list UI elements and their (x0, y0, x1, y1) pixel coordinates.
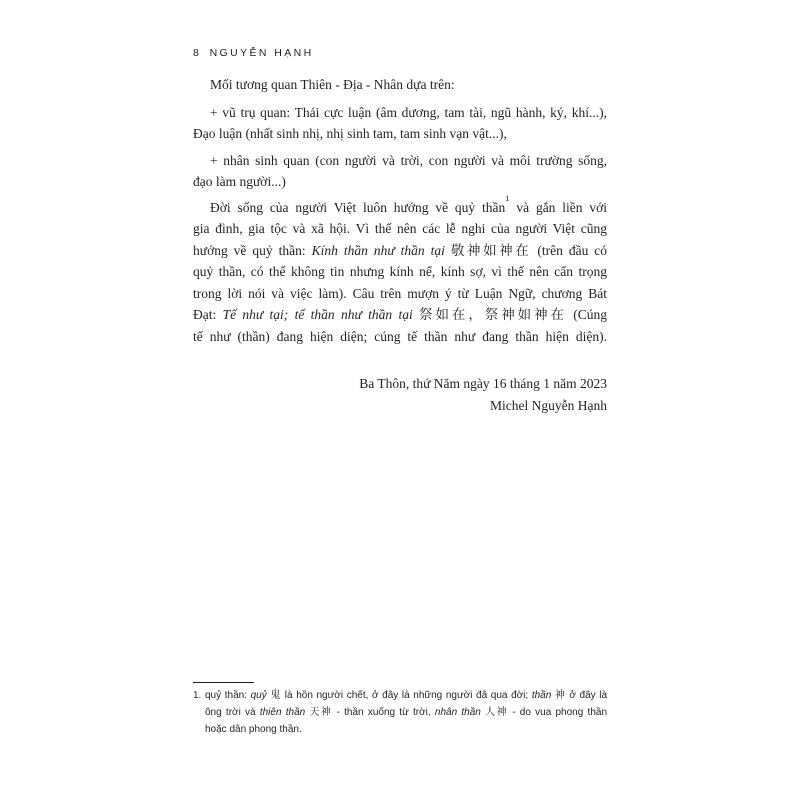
text-line (193, 304, 607, 326)
text-line: Mối tương quan Thiên - Địa - Nhân dựa trên: (210, 77, 455, 92)
paragraph-spirits (193, 193, 608, 348)
footnote-line (193, 704, 607, 721)
running-title: NGUYỄN HẠNH (209, 47, 314, 59)
italic-term: nhân thần (434, 706, 481, 718)
line-text: và gắn liền với (516, 199, 607, 215)
footnote-text: quỷ thần: (205, 689, 247, 701)
text-line: + nhân sinh quan (con người và trời, con người và môi trường sống, (210, 152, 607, 168)
text-line: trong lời nói và việc làm). Câu trên mượn ý từ Luận Ngữ, chương Bát (193, 285, 607, 301)
text-line: Đạo luận (nhất sinh nhị, nhị sinh tam, tam sinh vạn vật...), (193, 126, 507, 141)
footnote-text: ông trời và (205, 706, 256, 718)
italic-term: quỷ (250, 689, 267, 701)
footnote-line: hoặc dân phong thần. (205, 723, 302, 735)
footnote (193, 687, 607, 738)
line-text: Đạt: (193, 307, 217, 322)
signature-author: Michel Nguyễn Hạnh (490, 397, 607, 413)
footnote-text: 鬼 là hồn người chết, ở đây là những người đã qua đời; (270, 689, 529, 701)
signature-block (193, 373, 607, 416)
italic-term: thần (531, 689, 552, 701)
running-header (193, 46, 314, 60)
han-characters: 祭如在，祭神如神在 (419, 307, 567, 322)
text-line (193, 193, 607, 219)
footnote-marker: 1. (193, 689, 202, 701)
page-number: 8 (193, 47, 202, 59)
italic-term: thiên thần (259, 706, 306, 718)
paragraph-relation (193, 74, 607, 96)
text-line: đạo làm người...) (193, 174, 286, 189)
footnote-text: 天神 - thần xuống từ trời, (309, 706, 431, 718)
quoted-saying: Kính thần như thần tại (311, 242, 445, 258)
footnote-text: 神 ở đây là (554, 689, 608, 701)
footnote-rule (193, 682, 254, 683)
text-line: gia đình, gia tộc và xã hội. Vì thế nên các lễ nghi của người Việt cũng (193, 221, 607, 236)
line-text: Đời sống của người Việt luôn hướng về quỷ thần (210, 199, 506, 215)
paragraph-cosmology (193, 102, 607, 145)
paragraph-anthropology (193, 150, 607, 193)
quoted-saying: Tế như tại; tế thần như thần tại (222, 307, 413, 322)
text-line (193, 240, 607, 262)
footnote-text: 人神 - do vua phong thần (485, 706, 607, 718)
footnote-line (193, 687, 607, 704)
body-text (193, 74, 607, 347)
text-line: + vũ trụ quan: Thái cực luận (âm dương, tam tài, ngũ hành, ký, khí...), (210, 104, 607, 120)
footnote-reference: 1 (505, 193, 510, 203)
text-line: quỷ thần, có thể không tin nhưng kính nể, kính sợ, vì thế nên cẩn trọng (193, 264, 607, 279)
line-text: (trên đầu có (537, 242, 608, 258)
text-line: tế như (thần) đang hiện diện; cúng tế thần như đang thần hiện diện). (193, 328, 607, 344)
line-text: (Cúng (573, 307, 608, 322)
line-text: hướng về quỷ thần: (193, 242, 306, 258)
han-characters: 敬神如神在 (450, 242, 532, 258)
signature-place-date: Ba Thôn, thứ Năm ngày 16 tháng 1 năm 2023 (359, 376, 607, 391)
